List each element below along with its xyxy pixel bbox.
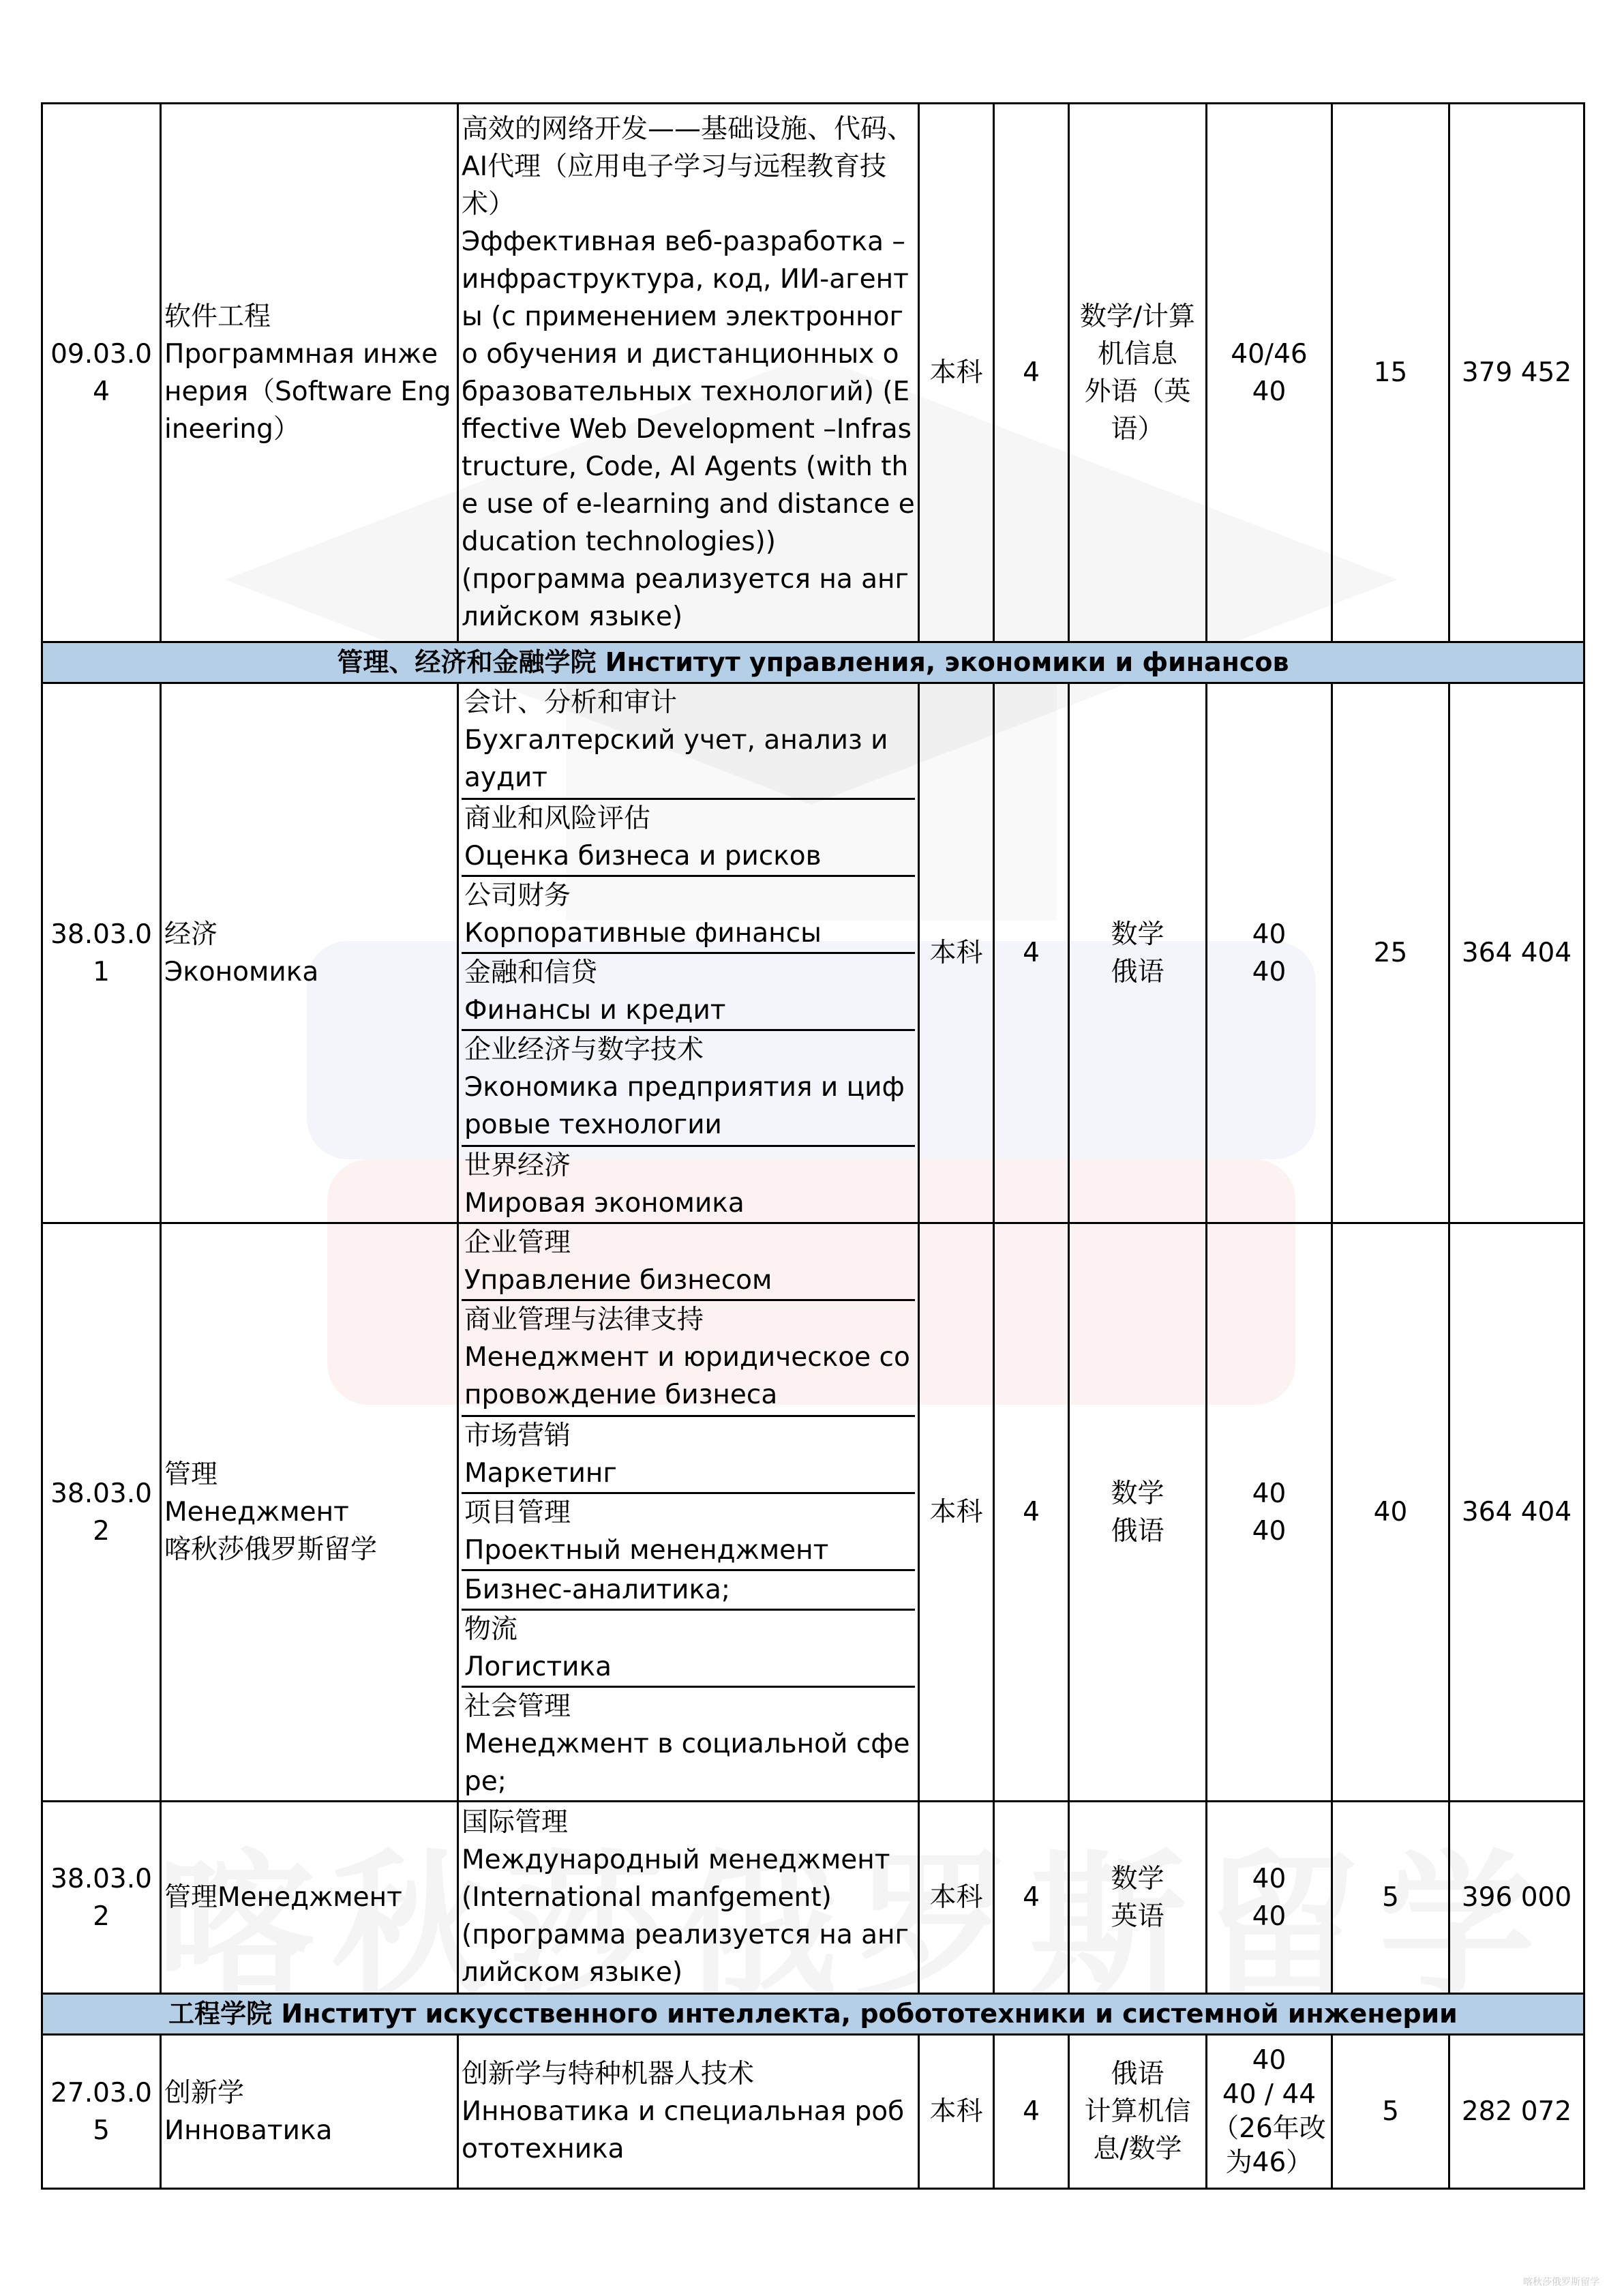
degree-level: 本科 (919, 683, 994, 1223)
duration: 4 (994, 1802, 1069, 1994)
profile-item: 商业和风险评估 Оценка бизнеса и рисков (462, 800, 915, 877)
section-header (42, 1994, 1584, 2035)
program-name: 管理 Менеджмент 喀秋莎俄罗斯留学 (161, 1223, 458, 1802)
program-name: 创新学 Инноватика (161, 2035, 458, 2189)
places: 5 (1332, 2035, 1449, 2189)
places: 25 (1332, 683, 1449, 1223)
program-name: 软件工程 Программная инженерия（Software Engineering） (161, 104, 458, 642)
profile-item: 企业管理 Управление бизнесом (462, 1224, 915, 1301)
exams: 数学 俄语 (1069, 683, 1207, 1223)
duration: 4 (994, 683, 1069, 1223)
exams: 数学 俄语 (1069, 1223, 1207, 1802)
exams: 数学 英语 (1069, 1802, 1207, 1994)
program-code: 09.03.04 (42, 104, 161, 642)
profile-item: 世界经济 Мировая экономика (464, 1150, 745, 1219)
degree-level: 本科 (919, 1802, 994, 1994)
program-name: 管理Менеджмент (161, 1802, 458, 1994)
programs-table (41, 102, 1585, 2190)
exams: 数学/计算机信息 外语（英语） (1069, 104, 1207, 642)
places: 15 (1332, 104, 1449, 642)
profile-item: 物流 Логистика (462, 1611, 915, 1688)
scores: 40 40 (1207, 1802, 1332, 1994)
corner-watermark: 喀秋莎俄罗斯留学 (1523, 2277, 1599, 2288)
tuition: 364 404 (1449, 1223, 1584, 1802)
scores: 40 40 (1207, 1223, 1332, 1802)
program-code: 38.03.01 (42, 683, 161, 1223)
profile-item: 市场营销 Маркетинг (462, 1417, 915, 1494)
program-code: 38.03.02 (42, 1802, 161, 1994)
profile-item: Бизнес-аналитика; (462, 1571, 915, 1611)
scores: 40/46 40 (1207, 104, 1332, 642)
section-title: 管理、经济和金融学院 Институт управления, экономики и финансов (42, 642, 1584, 683)
profile-list (458, 1223, 919, 1802)
table-row (42, 2035, 1584, 2189)
profile-item: 公司财务 Корпоративные финансы (462, 877, 915, 954)
section-title: 工程学院 Институт искусственного интеллекта, робототехники и системной инженерии (42, 1994, 1584, 2035)
profile-cell: 创新学与特种机器人技术 Инноватика и специальная робототехника (458, 2035, 919, 2189)
exams: 俄语 计算机信息/数学 (1069, 2035, 1207, 2189)
tuition: 364 404 (1449, 683, 1584, 1223)
profile-item: 会计、分析和审计 Бухгалтерский учет, анализ и аудит (462, 684, 915, 800)
places: 40 (1332, 1223, 1449, 1802)
profile-item: 金融和信贷 Финансы и кредит (462, 954, 915, 1031)
scores: 40 40 (1207, 683, 1332, 1223)
profile-item: 项目管理 Проектный мененджмент (462, 1494, 915, 1571)
profile-cell: 高效的网络开发——基础设施、代码、AI代理（应用电子学习与远程教育技术） Эффективная веб-разработка – инфраструктура, код, ИИ-агенты (с применением электронного обучения и дистанционных образовательных технологий) (Effective Web Development –Infrastructure, Code, AI Agents (with the use of e-learning and distance education technologies)) (программа реализуется на английском языке) (458, 104, 919, 642)
profile-item: 社会管理 Менеджмент в социальной сфере; (464, 1691, 910, 1797)
places: 5 (1332, 1802, 1449, 1994)
profile-cell: 国际管理 Международный менеджмент (International manfgement) (программа реализуется на английском языке) (458, 1802, 919, 1994)
program-code: 38.03.02 (42, 1223, 161, 1802)
duration: 4 (994, 2035, 1069, 2189)
table-row (42, 1802, 1584, 1994)
program-name: 经济 Экономика (161, 683, 458, 1223)
profile-list (458, 683, 919, 1223)
duration: 4 (994, 1223, 1069, 1802)
table-row (42, 104, 1584, 642)
tuition: 379 452 (1449, 104, 1584, 642)
section-header (42, 642, 1584, 683)
program-code: 27.03.05 (42, 2035, 161, 2189)
degree-level: 本科 (919, 2035, 994, 2189)
duration: 4 (994, 104, 1069, 642)
table-row (42, 1223, 1584, 1802)
degree-level: 本科 (919, 1223, 994, 1802)
table-row (42, 683, 1584, 1223)
profile-item: 商业管理与法律支持 Менеджмент и юридическое сопровождение бизнеса (462, 1301, 915, 1417)
tuition: 396 000 (1449, 1802, 1584, 1994)
tuition: 282 072 (1449, 2035, 1584, 2189)
scores: 40 40 / 44 （26年改为46） (1207, 2035, 1332, 2189)
degree-level: 本科 (919, 104, 994, 642)
profile-item: 企业经济与数字技术 Экономика предприятия и цифровые технологии (462, 1031, 915, 1147)
